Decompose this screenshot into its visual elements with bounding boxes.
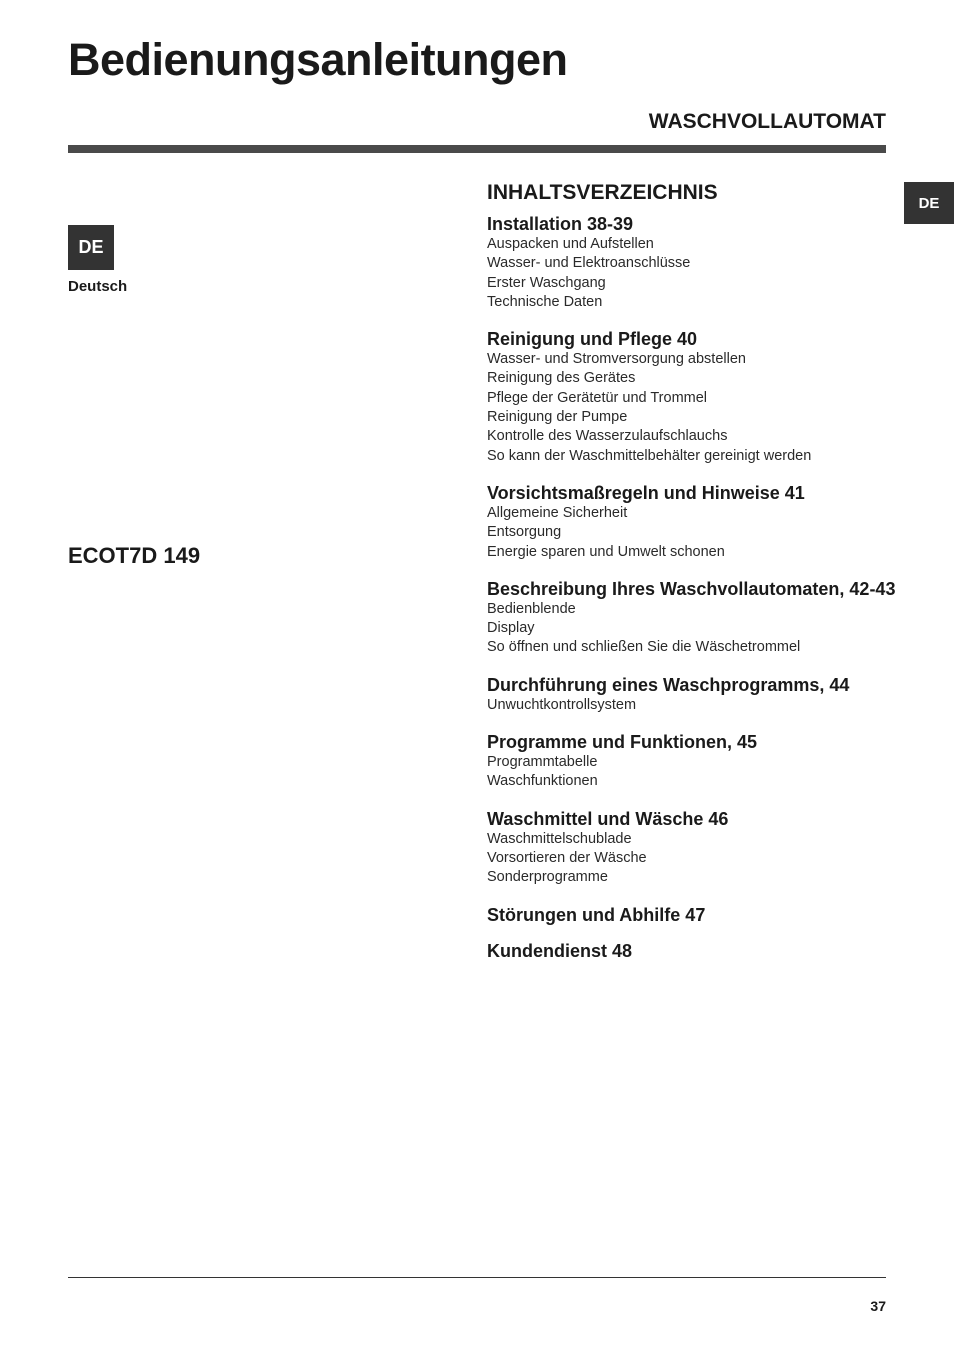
footer-rule bbox=[68, 1277, 886, 1278]
language-badge: DE bbox=[68, 225, 114, 270]
toc-section-item: Unwuchtkontrollsystem bbox=[487, 696, 637, 713]
toc-section bbox=[487, 676, 897, 715]
toc-section-item: Entsorgung bbox=[487, 524, 562, 541]
toc-section-item: Reinigung der Pumpe bbox=[487, 409, 628, 426]
toc-section-item: Sonderprogramme bbox=[487, 869, 608, 886]
toc-section-title: Vorsichtsmaßregeln und Hinweise 41 bbox=[487, 482, 805, 503]
product-type: WASCHVOLLAUTOMAT bbox=[648, 110, 886, 133]
toc-section-item: Vorsortieren der Wäsche bbox=[487, 849, 647, 866]
toc-section-title: Waschmittel und Wäsche 46 bbox=[487, 808, 729, 829]
toc-section bbox=[487, 906, 897, 924]
toc-section-item: Wasser- und Stromversorgung abstellen bbox=[487, 351, 746, 368]
toc-section-item: So kann der Waschmittelbehälter gereinigt werden bbox=[487, 447, 812, 464]
toc-section-title: Reinigung und Pflege 40 bbox=[487, 329, 698, 350]
toc-section bbox=[487, 580, 897, 658]
toc-section-item: So öffnen und schließen Sie die Wäschetrommel bbox=[487, 639, 801, 656]
model-number: ECOT7D 149 bbox=[68, 543, 201, 568]
toc-sections bbox=[487, 215, 897, 960]
toc-section-title: Durchführung eines Waschprogramms, 44 bbox=[487, 674, 850, 695]
toc-section-title: Installation 38-39 bbox=[487, 214, 634, 234]
toc-section-item: Programmtabelle bbox=[487, 754, 598, 771]
toc-section-item: Waschmittelschublade bbox=[487, 830, 632, 847]
toc-section-item: Kontrolle des Wasserzulaufschlauchs bbox=[487, 428, 728, 445]
language-side-tab: DE bbox=[904, 182, 954, 224]
toc-section-item: Auspacken und Aufstellen bbox=[487, 236, 654, 252]
table-of-contents bbox=[487, 181, 897, 978]
toc-section-title: Beschreibung Ihres Waschvollautomaten, 42-43 bbox=[487, 578, 896, 599]
toc-section bbox=[487, 810, 897, 888]
toc-section-title: Programme und Funktionen, 45 bbox=[487, 732, 758, 753]
toc-section bbox=[487, 733, 897, 792]
toc-heading: INHALTSVERZEICHNIS bbox=[487, 181, 718, 204]
header-rule bbox=[68, 145, 886, 153]
toc-section-item: Energie sparen und Umwelt schonen bbox=[487, 543, 725, 560]
toc-section-item: Technische Daten bbox=[487, 293, 603, 310]
toc-section-item: Bedienblende bbox=[487, 600, 576, 617]
toc-section-item: Display bbox=[487, 620, 535, 637]
toc-section bbox=[487, 484, 897, 562]
toc-section-item: Erster Waschgang bbox=[487, 274, 606, 291]
toc-section bbox=[487, 215, 897, 312]
toc-section-title: Störungen und Abhilfe 47 bbox=[487, 904, 706, 925]
toc-section-item: Wasser- und Elektroanschlüsse bbox=[487, 255, 691, 272]
toc-section bbox=[487, 330, 897, 466]
toc-section-item: Reinigung des Gerätes bbox=[487, 370, 636, 387]
toc-section-item: Waschfunktionen bbox=[487, 773, 598, 790]
toc-section-item: Pflege der Gerätetür und Trommel bbox=[487, 389, 708, 406]
toc-section-item: Allgemeine Sicherheit bbox=[487, 504, 628, 521]
page-number: 37 bbox=[870, 1298, 886, 1314]
toc-section bbox=[487, 942, 897, 960]
language-name: Deutsch bbox=[68, 278, 128, 295]
page-title: Bedienungsanleitungen bbox=[68, 34, 568, 85]
toc-section-title: Kundendienst 48 bbox=[487, 940, 633, 961]
